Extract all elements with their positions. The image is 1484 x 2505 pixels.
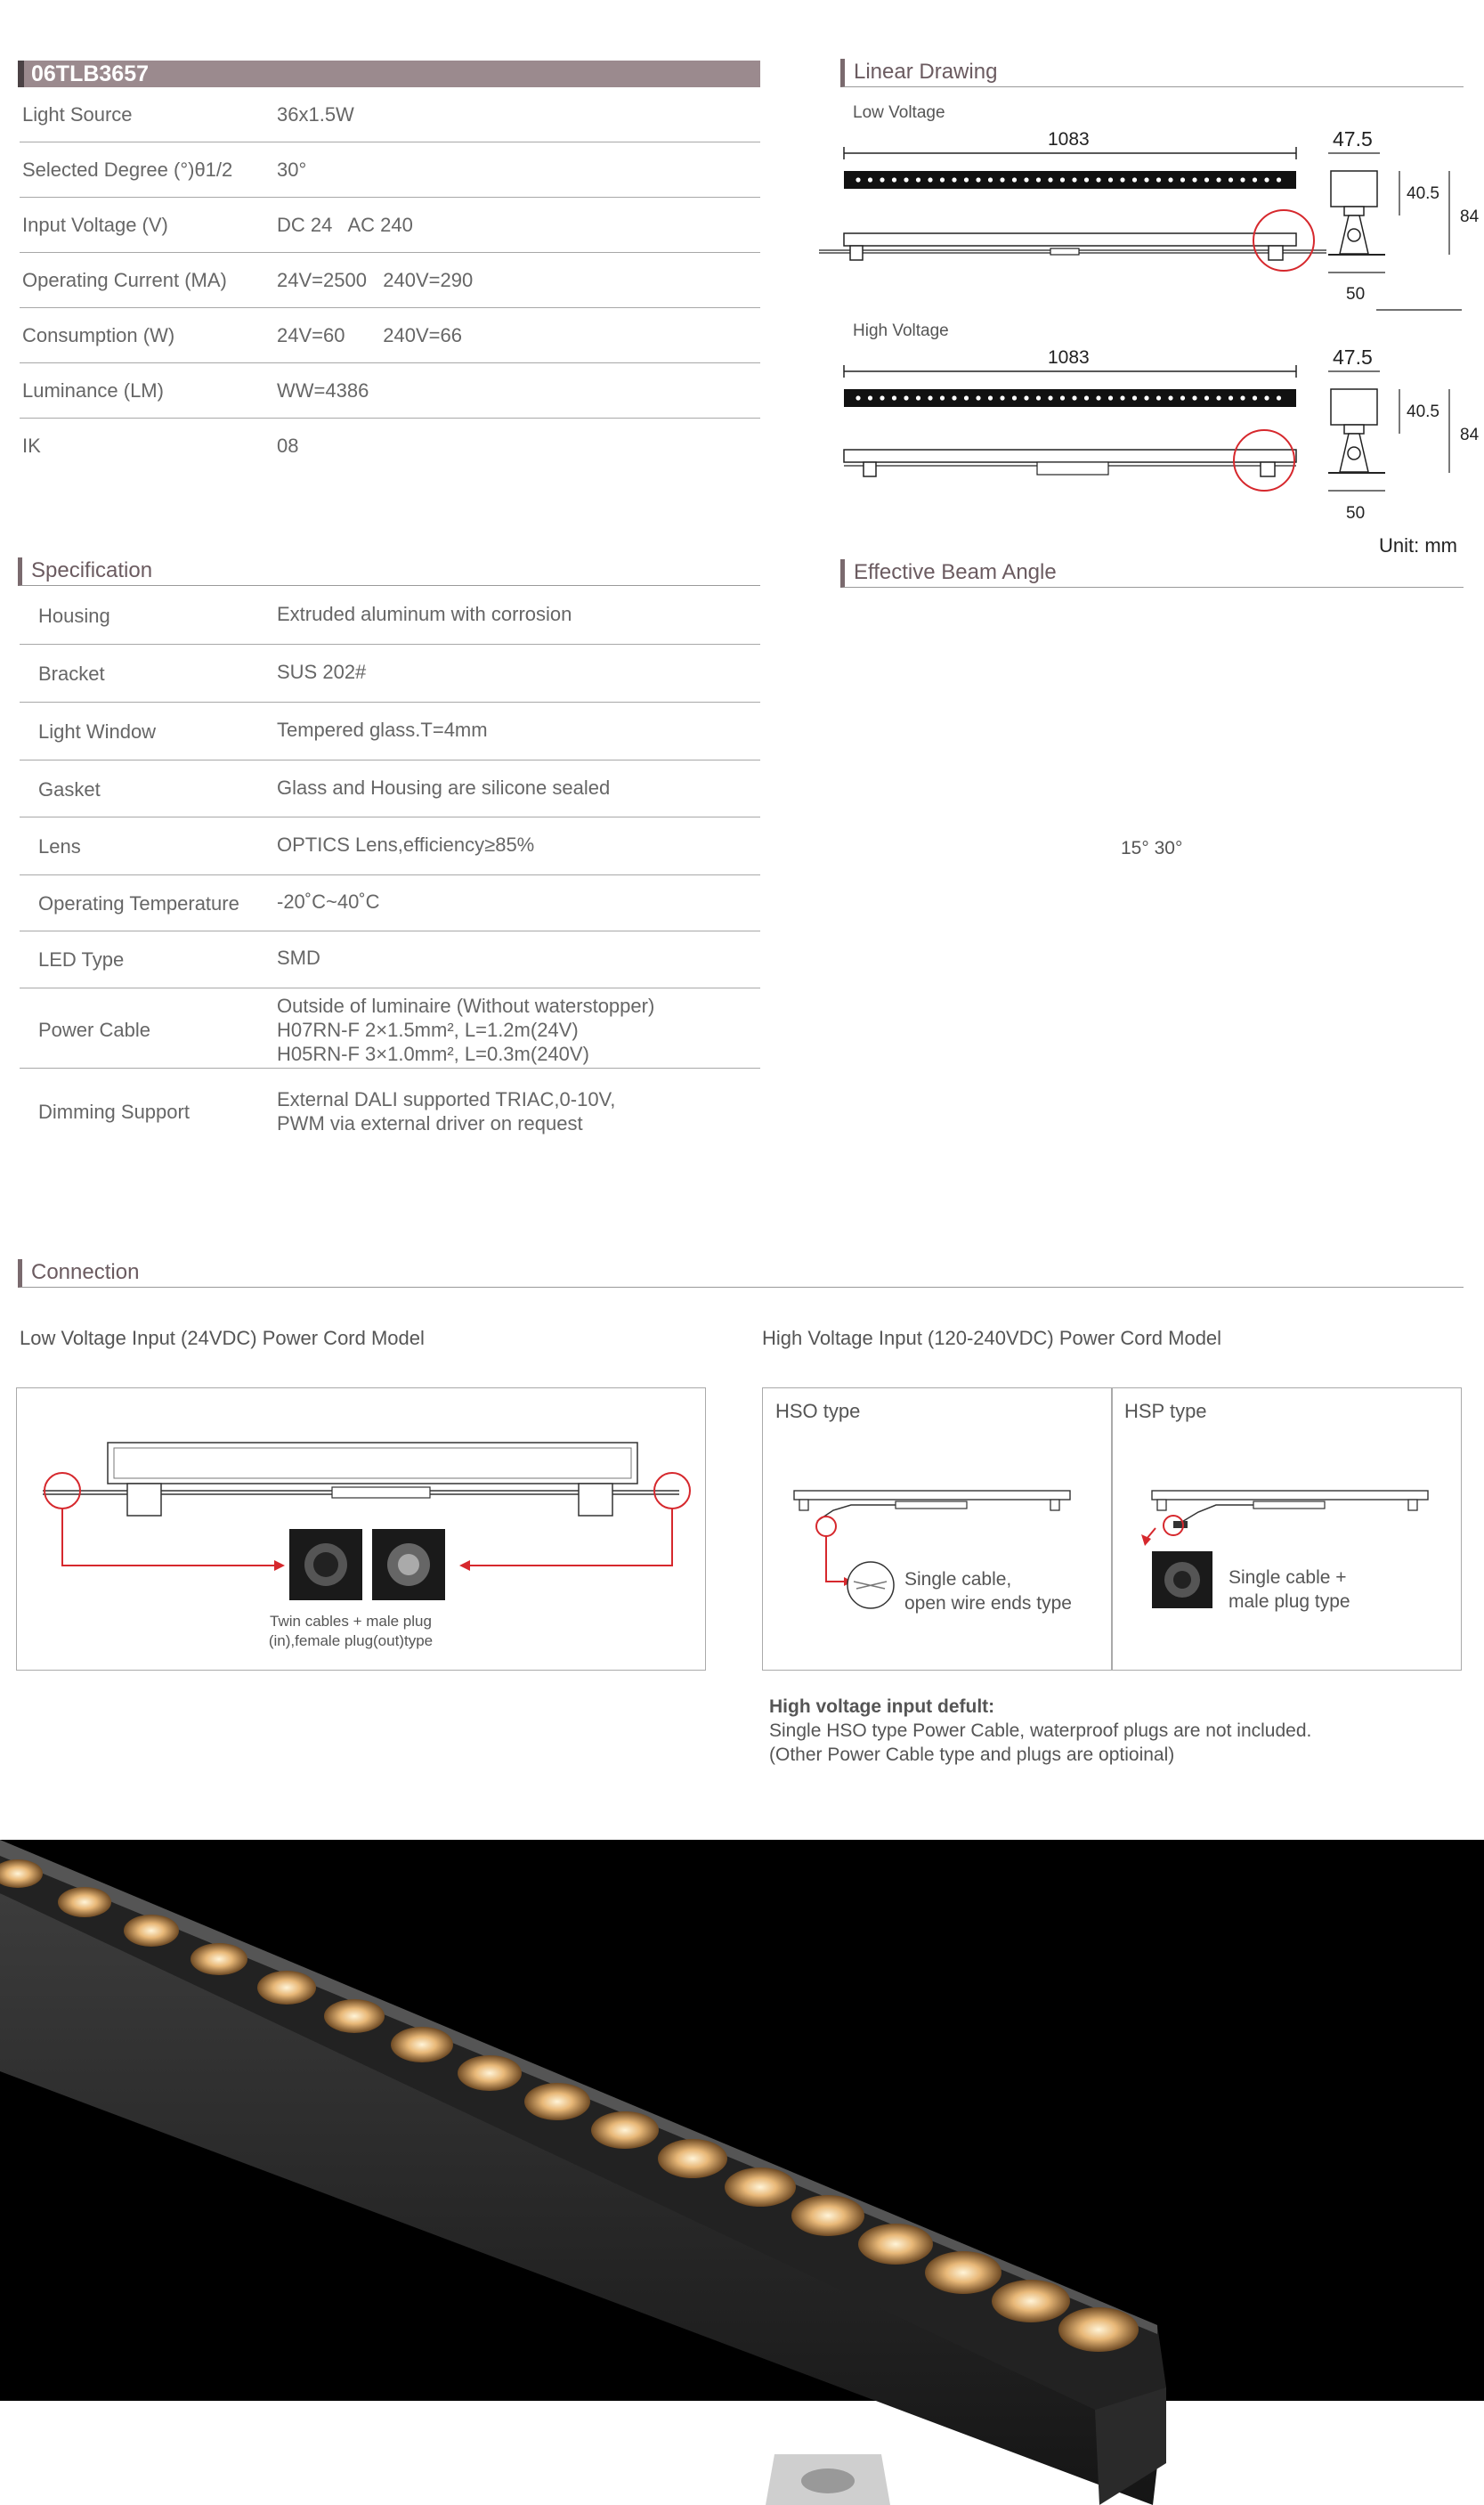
row-value: 36x1.5W	[277, 103, 354, 126]
row-value: SUS 202#	[277, 661, 367, 683]
spec-row	[20, 419, 760, 474]
caption-line: (in),female plug(out)type	[268, 1632, 434, 1649]
spec-row	[20, 198, 760, 253]
product-code: 06TLB3657	[31, 61, 150, 86]
row-value: 24V=2500 240V=290	[277, 269, 474, 291]
row-value: Extruded aluminum with corrosion	[277, 603, 572, 625]
width-dimension: 47.5	[1333, 127, 1373, 150]
caption-line: Twin cables + male plug	[270, 1613, 432, 1630]
row-label: Dimming Support	[38, 1101, 190, 1123]
low-voltage-title: Low Voltage Input (24VDC) Power Cord Model	[20, 1327, 425, 1349]
product-code-bar	[18, 61, 760, 87]
total-height-dimension: 84	[1460, 426, 1480, 444]
spec-row	[20, 988, 760, 1069]
base-dimension: 50	[1346, 504, 1366, 523]
row-label: LED Type	[38, 948, 125, 971]
row-value: Tempered glass.T=4mm	[277, 719, 488, 741]
row-label: Gasket	[38, 778, 101, 801]
row-label: Input Voltage (V)	[22, 214, 168, 236]
caption-line: male plug type	[1229, 1591, 1350, 1612]
high-voltage-note	[769, 1695, 1311, 1767]
row-value-line: H07RN-F 2×1.5mm², L=1.2m(24V)	[277, 1019, 579, 1041]
section-title: Effective Beam Angle	[854, 560, 1057, 584]
row-label: Power Cable	[38, 1019, 150, 1041]
row-value: DC 24 AC 240	[277, 214, 413, 236]
high-voltage-label: High Voltage	[853, 321, 949, 340]
caption-line: Single cable,	[904, 1569, 1012, 1590]
hso-caption	[904, 1567, 1072, 1615]
spec-row	[20, 308, 760, 363]
row-label: Operating Temperature	[38, 892, 239, 915]
hsp-type-title: HSP type	[1124, 1400, 1207, 1422]
row-label: Light Source	[22, 103, 133, 126]
row-value: 08	[277, 435, 299, 457]
row-value: 30°	[277, 159, 307, 181]
row-value-line: H05RN-F 3×1.0mm², L=0.3m(240V)	[277, 1043, 589, 1065]
section-title: Specification	[31, 558, 153, 582]
spec-row	[20, 253, 760, 308]
row-label: IK	[22, 435, 41, 457]
row-value: OPTICS Lens,efficiency≥85%	[277, 834, 535, 856]
base-dimension: 50	[1346, 285, 1366, 304]
height-dimension: 40.5	[1407, 403, 1439, 421]
hso-type-title: HSO type	[775, 1400, 861, 1422]
row-label: Lens	[38, 835, 81, 858]
row-value: SMD	[277, 947, 320, 969]
section-title: Linear Drawing	[854, 60, 998, 84]
note-line: Single HSO type Power Cable, waterproof plugs are not included.	[769, 1720, 1312, 1741]
beam-angles: 15° 30°	[1121, 838, 1183, 858]
row-value: Glass and Housing are silicone sealed	[277, 777, 611, 799]
linear-drawing-header	[840, 59, 1464, 87]
spec-row	[20, 586, 760, 645]
caption-line: open wire ends type	[904, 1593, 1072, 1614]
low-voltage-label: Low Voltage	[853, 103, 945, 122]
row-label: Operating Current (MA)	[22, 269, 227, 291]
row-label: Bracket	[38, 663, 105, 685]
spec-row	[20, 363, 760, 419]
row-label: Consumption (W)	[22, 324, 175, 346]
specification-header	[18, 557, 760, 586]
caption-line: Single cable +	[1229, 1567, 1347, 1588]
height-dimension: 40.5	[1407, 184, 1439, 203]
product-photo	[0, 1840, 1484, 2505]
spec-row	[20, 931, 760, 988]
spec-row	[20, 87, 760, 142]
spec-row	[20, 142, 760, 198]
low-voltage-drawing	[819, 142, 1478, 312]
connection-header	[18, 1259, 1464, 1288]
note-line: (Other Power Cable type and plugs are optioinal)	[769, 1745, 1175, 1765]
high-voltage-drawing	[819, 361, 1478, 512]
high-voltage-title: High Voltage Input (120-240VDC) Power Cord Model	[762, 1327, 1222, 1349]
length-dimension: 1083	[1048, 347, 1090, 368]
section-title: Connection	[31, 1260, 140, 1284]
width-dimension: 47.5	[1333, 346, 1373, 369]
spec-row	[20, 875, 760, 931]
spec-row	[20, 645, 760, 703]
row-value: 24V=60 240V=66	[277, 324, 462, 346]
low-voltage-caption	[253, 1612, 449, 1651]
unit-label: Unit: mm	[1379, 534, 1457, 557]
row-label: Light Window	[38, 720, 157, 743]
length-dimension: 1083	[1048, 129, 1090, 150]
spec-row	[20, 1069, 760, 1149]
row-value-line: Outside of luminaire (Without waterstopper)	[277, 995, 655, 1017]
spec-row	[20, 760, 760, 817]
spec-row	[20, 703, 760, 760]
row-label: Housing	[38, 605, 110, 627]
row-label: Luminance (LM)	[22, 379, 164, 402]
hsp-caption	[1229, 1566, 1350, 1614]
total-height-dimension: 84	[1460, 207, 1480, 226]
row-label: Selected Degree (°)θ1/2	[22, 159, 233, 181]
high-voltage-connection-drawing	[762, 1387, 1462, 1671]
note-title: High voltage input defult:	[769, 1696, 995, 1717]
row-value: WW=4386	[277, 379, 369, 402]
spec-row	[20, 817, 760, 875]
row-value: -20˚C~40˚C	[277, 891, 380, 913]
row-value-line: External DALI supported TRIAC,0-10V,	[277, 1088, 616, 1110]
row-value-line: PWM via external driver on request	[277, 1112, 583, 1135]
beam-angle-header	[840, 559, 1464, 588]
